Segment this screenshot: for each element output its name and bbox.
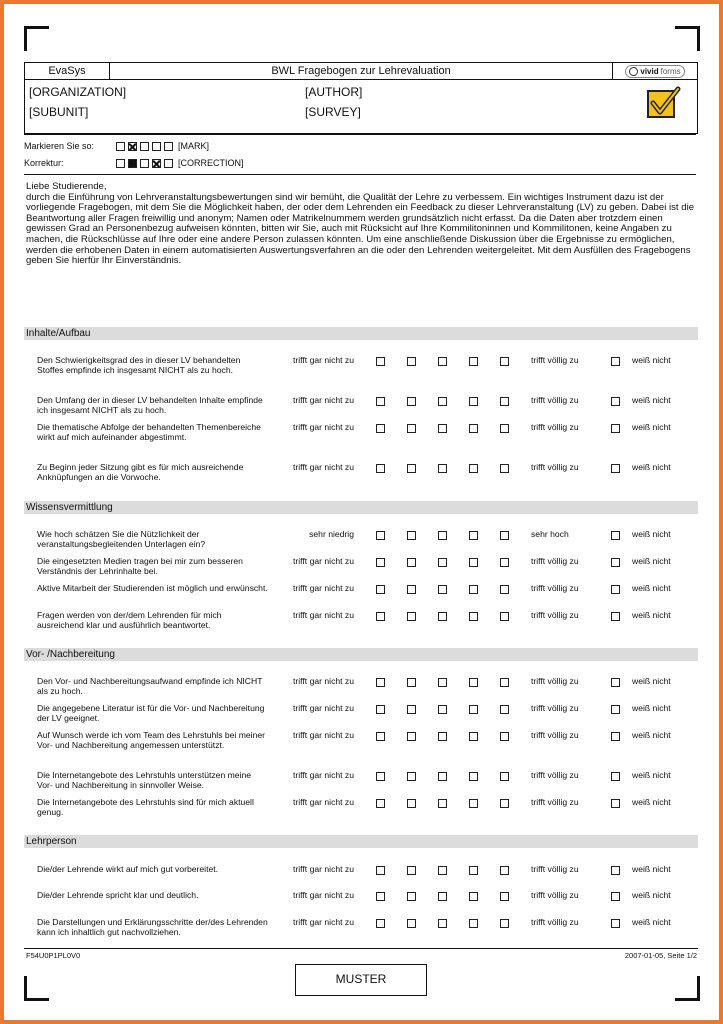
legend-box-empty	[152, 142, 161, 151]
rating-checkbox-1[interactable]	[376, 732, 385, 741]
dont-know-checkbox[interactable]	[611, 678, 620, 687]
legend-correction-tag: [CORRECTION]	[178, 158, 244, 168]
legend-mark-tag: [MARK]	[178, 141, 210, 151]
rating-checkbox-2[interactable]	[407, 772, 416, 781]
legend-box-empty	[164, 159, 173, 168]
rating-checkbox-4[interactable]	[469, 464, 478, 473]
rating-checkbox-3[interactable]	[438, 732, 447, 741]
rating-checkbox-5[interactable]	[500, 612, 509, 621]
legend-box-filled	[128, 159, 137, 168]
vividforms-logo-text-a: vivid	[640, 66, 659, 76]
rating-checkbox-2[interactable]	[407, 866, 416, 875]
question-text: Die/der Lehrende wirkt auf mich gut vorbereitet.	[37, 864, 219, 874]
scale-left-label: trifft gar nicht zu	[293, 355, 354, 365]
intro-greeting: Liebe Studierende,	[26, 181, 107, 192]
question-text: Die Internetangebote des Lehrstuhls unterstützen meine Vor- und Nachbereitung in sinnvoller Weise.	[37, 770, 252, 790]
scale-right-label: trifft völlig zu	[531, 797, 579, 807]
rating-checkbox-5[interactable]	[500, 678, 509, 687]
section-header: Vor- /Nachbereitung	[24, 648, 698, 661]
dont-know-label: weiß nicht	[632, 556, 671, 566]
scale-right-label: trifft völlig zu	[531, 730, 579, 740]
question-text: Den Vor- und Nachbereitungsaufwand empfinde ich NICHT als zu hoch.	[37, 676, 263, 696]
date-page: 2007-01-05, Seite 1/2	[624, 951, 697, 960]
rating-checkbox-5[interactable]	[500, 357, 509, 366]
rating-checkbox-4[interactable]	[469, 866, 478, 875]
rating-checkbox-5[interactable]	[500, 732, 509, 741]
legend-divider-bottom	[24, 174, 696, 175]
rating-checkbox-5[interactable]	[500, 772, 509, 781]
scale-left-label: trifft gar nicht zu	[293, 462, 354, 472]
checkbox-logo-icon	[645, 85, 681, 121]
survey-field: [SURVEY]	[305, 105, 361, 119]
question-text: Den Schwierigkeitsgrad des in dieser LV behandelten Stoffes empfinde ich insgesamt NICHT als zu hoch.	[37, 355, 241, 375]
scale-left-label: trifft gar nicht zu	[293, 770, 354, 780]
legend-mark-row	[24, 141, 209, 151]
legend-box-crossed	[152, 159, 161, 168]
scale-right-label: trifft völlig zu	[531, 556, 579, 566]
dont-know-label: weiß nicht	[632, 395, 671, 405]
rating-checkbox-3[interactable]	[438, 919, 447, 928]
dont-know-checkbox[interactable]	[611, 892, 620, 901]
legend-mark-label: Markieren Sie so:	[24, 141, 95, 151]
scale-left-label: trifft gar nicht zu	[293, 890, 354, 900]
scale-left-label: trifft gar nicht zu	[293, 556, 354, 566]
rating-checkbox-1[interactable]	[376, 705, 385, 714]
question-text: Die/der Lehrende spricht klar und deutlich.	[37, 890, 199, 900]
scale-left-label: trifft gar nicht zu	[293, 395, 354, 405]
rating-checkbox-2[interactable]	[407, 892, 416, 901]
dont-know-checkbox[interactable]	[611, 772, 620, 781]
rating-checkbox-2[interactable]	[407, 424, 416, 433]
form-code: F54U0P1PL0V0	[26, 951, 81, 960]
scale-left-label: trifft gar nicht zu	[293, 797, 354, 807]
rating-checkbox-4[interactable]	[469, 531, 478, 540]
dont-know-label: weiß nicht	[632, 610, 671, 620]
rating-checkbox-1[interactable]	[376, 558, 385, 567]
scale-right-label: trifft völlig zu	[531, 864, 579, 874]
form-title: BWL Fragebogen zur Lehrevaluation	[110, 63, 613, 79]
rating-checkbox-1[interactable]	[376, 585, 385, 594]
intro-body: durch die Einführung von Lehrveranstaltungsbewertungen sind wir bemüht, die Qualität der Lehre zu verbessem. Ein wichtiges Instrument dazu ist der vorliegende Fragebogen, mit dem Sie die Möglichkeit haben, der oder dem Lehrenden ein Feedback zu dieser Lehrveranstaltung (LV) zu geben. Dabei ist die Beantwortung aller Fragen freiwillig und anonym; Namen oder Matrikelnummem werden grundsätzlich nicht erfasst. Da die Daten aber trotzdem einen gewissen Grad an Personenbezug aufweisen könnten, bitten wir Sie, auch mit Rücksicht auf Ihre Kommilitoninnen und Kommilitonen, keine Angaben zu machen, die Rückschlüsse auf Ihre oder eine andere Person zulassen könnten. Um eine anschließende Diskussion über die Ergebnisse zu ermöglichen, werden die erhobenen Daten in einem automatisierten Auswertungsverfahren an die oder den Lehrenden weitergeleitet. Mit dem Ausfüllen des Fragebogens geben Sie hierfür Ihr Einverständnis.	[26, 191, 695, 267]
rating-checkbox-1[interactable]	[376, 772, 385, 781]
corner-mark-bottom-right	[675, 976, 700, 1001]
question-text: Die Darstellungen und Erklärungsschritte der/des Lehrenden kann ich inhaltlich gut nachvollziehen.	[37, 917, 268, 937]
rating-checkbox-3[interactable]	[438, 424, 447, 433]
rating-checkbox-3[interactable]	[438, 531, 447, 540]
dont-know-checkbox[interactable]	[611, 919, 620, 928]
rating-checkbox-4[interactable]	[469, 612, 478, 621]
rating-checkbox-5[interactable]	[500, 799, 509, 808]
scale-right-label: trifft völlig zu	[531, 676, 579, 686]
dont-know-checkbox[interactable]	[611, 612, 620, 621]
rating-checkbox-4[interactable]	[469, 397, 478, 406]
rating-checkbox-5[interactable]	[500, 705, 509, 714]
scale-left-label: trifft gar nicht zu	[293, 422, 354, 432]
question-text: Die angegebene Literatur ist für die Vor- und Nachbereitung der LV geeignet.	[37, 703, 265, 723]
dont-know-label: weiß nicht	[632, 462, 671, 472]
scale-left-label: trifft gar nicht zu	[293, 676, 354, 686]
section-header: Lehrperson	[24, 835, 698, 848]
rating-checkbox-3[interactable]	[438, 866, 447, 875]
scale-right-label: trifft völlig zu	[531, 770, 579, 780]
scale-left-label: trifft gar nicht zu	[293, 583, 354, 593]
rating-checkbox-5[interactable]	[500, 866, 509, 875]
rating-checkbox-4[interactable]	[469, 705, 478, 714]
vividforms-logo-icon	[629, 67, 638, 76]
rating-checkbox-1[interactable]	[376, 397, 385, 406]
rating-checkbox-2[interactable]	[407, 357, 416, 366]
rating-checkbox-4[interactable]	[469, 585, 478, 594]
scale-left-label: trifft gar nicht zu	[293, 730, 354, 740]
rating-checkbox-2[interactable]	[407, 464, 416, 473]
scale-left-label: trifft gar nicht zu	[293, 703, 354, 713]
rating-checkbox-3[interactable]	[438, 892, 447, 901]
rating-checkbox-3[interactable]	[438, 705, 447, 714]
legend-box-empty	[116, 159, 125, 168]
dont-know-checkbox[interactable]	[611, 732, 620, 741]
rating-checkbox-4[interactable]	[469, 919, 478, 928]
rating-checkbox-1[interactable]	[376, 531, 385, 540]
rating-checkbox-4[interactable]	[469, 799, 478, 808]
rating-checkbox-5[interactable]	[500, 892, 509, 901]
dont-know-checkbox[interactable]	[611, 531, 620, 540]
rating-checkbox-1[interactable]	[376, 866, 385, 875]
subunit-field: [SUBUNIT]	[29, 105, 89, 119]
rating-checkbox-3[interactable]	[438, 585, 447, 594]
rating-checkbox-1[interactable]	[376, 357, 385, 366]
dont-know-checkbox[interactable]	[611, 705, 620, 714]
question-text: Die Internetangebote des Lehrstuhls sind für mich aktuell genug.	[37, 797, 254, 817]
rating-checkbox-4[interactable]	[469, 732, 478, 741]
dont-know-checkbox[interactable]	[611, 585, 620, 594]
rating-checkbox-2[interactable]	[407, 612, 416, 621]
scale-left-label: trifft gar nicht zu	[293, 610, 354, 620]
scale-right-label: trifft völlig zu	[531, 917, 579, 927]
scale-left-label: trifft gar nicht zu	[293, 864, 354, 874]
author-field: [AUTHOR]	[305, 85, 363, 99]
scale-right-label: trifft völlig zu	[531, 355, 579, 365]
dont-know-label: weiß nicht	[632, 797, 671, 807]
dont-know-label: weiß nicht	[632, 730, 671, 740]
scale-right-label: trifft völlig zu	[531, 610, 579, 620]
question-text: Fragen werden von der/dem Lehrenden für mich ausreichend klar und ausführlich beantwortet.	[37, 610, 222, 630]
rating-checkbox-4[interactable]	[469, 772, 478, 781]
vividforms-logo-text-b: forms	[660, 66, 681, 76]
question-text: Aktive Mitarbeit der Studierenden ist möglich und erwünscht.	[37, 583, 268, 593]
rating-checkbox-2[interactable]	[407, 678, 416, 687]
rating-checkbox-1[interactable]	[376, 612, 385, 621]
header-title-row	[25, 63, 697, 80]
rating-checkbox-3[interactable]	[438, 558, 447, 567]
vividforms-logo	[613, 63, 697, 79]
rating-checkbox-2[interactable]	[407, 397, 416, 406]
rating-checkbox-3[interactable]	[438, 464, 447, 473]
rating-checkbox-4[interactable]	[469, 558, 478, 567]
legend-divider-top	[24, 134, 696, 135]
dont-know-label: weiß nicht	[632, 583, 671, 593]
legend-correction-label: Korrektur:	[24, 158, 64, 168]
rating-checkbox-2[interactable]	[407, 705, 416, 714]
rating-checkbox-1[interactable]	[376, 892, 385, 901]
question-text: Zu Beginn jeder Sitzung gibt es für mich ausreichende Anknüpfungen an die Vorwoche.	[37, 462, 244, 482]
dont-know-checkbox[interactable]	[611, 866, 620, 875]
section-header: Wissensvermittlung	[24, 501, 698, 514]
legend-correction-row	[24, 158, 244, 168]
rating-checkbox-3[interactable]	[438, 397, 447, 406]
scale-right-label: trifft völlig zu	[531, 890, 579, 900]
vividforms-logo-mark	[625, 65, 684, 78]
dont-know-checkbox[interactable]	[611, 424, 620, 433]
dont-know-label: weiß nicht	[632, 529, 671, 539]
corner-mark-bottom-left	[24, 976, 49, 1001]
dont-know-label: weiß nicht	[632, 355, 671, 365]
rating-checkbox-5[interactable]	[500, 585, 509, 594]
scale-right-label: trifft völlig zu	[531, 462, 579, 472]
corner-mark-top-right	[675, 26, 700, 51]
dont-know-label: weiß nicht	[632, 917, 671, 927]
scale-right-label: trifft völlig zu	[531, 422, 579, 432]
rating-checkbox-1[interactable]	[376, 464, 385, 473]
rating-checkbox-2[interactable]	[407, 585, 416, 594]
legend-box-empty	[164, 142, 173, 151]
rating-checkbox-4[interactable]	[469, 357, 478, 366]
legend-box-empty	[140, 142, 149, 151]
dont-know-label: weiß nicht	[632, 864, 671, 874]
scale-right-label: trifft völlig zu	[531, 583, 579, 593]
rating-checkbox-3[interactable]	[438, 799, 447, 808]
section-header: Inhalte/Aufbau	[24, 327, 698, 340]
rating-checkbox-1[interactable]	[376, 424, 385, 433]
rating-checkbox-2[interactable]	[407, 531, 416, 540]
question-text: Die eingesetzten Medien tragen bei mir zum besseren Verständnis der Lehrinhalte bei.	[37, 556, 243, 576]
rating-checkbox-4[interactable]	[469, 892, 478, 901]
rating-checkbox-5[interactable]	[500, 424, 509, 433]
legend-box-empty	[116, 142, 125, 151]
rating-checkbox-3[interactable]	[438, 612, 447, 621]
dont-know-checkbox[interactable]	[611, 397, 620, 406]
dont-know-checkbox[interactable]	[611, 357, 620, 366]
scale-right-label: sehr hoch	[531, 529, 569, 539]
rating-checkbox-1[interactable]	[376, 678, 385, 687]
rating-checkbox-3[interactable]	[438, 357, 447, 366]
rating-checkbox-1[interactable]	[376, 919, 385, 928]
rating-checkbox-4[interactable]	[469, 424, 478, 433]
dont-know-checkbox[interactable]	[611, 464, 620, 473]
rating-checkbox-2[interactable]	[407, 919, 416, 928]
dont-know-label: weiß nicht	[632, 676, 671, 686]
rating-checkbox-2[interactable]	[407, 558, 416, 567]
rating-checkbox-2[interactable]	[407, 799, 416, 808]
rating-checkbox-5[interactable]	[500, 531, 509, 540]
rating-checkbox-3[interactable]	[438, 772, 447, 781]
scale-left-label: sehr niedrig	[309, 529, 354, 539]
dont-know-label: weiß nicht	[632, 422, 671, 432]
question-text: Wie hoch schätzen Sie die Nützlichkeit der veranstaltungsbegleitenden Unterlagen ein?	[37, 529, 206, 549]
legend-box-crossed	[128, 142, 137, 151]
rating-checkbox-5[interactable]	[500, 464, 509, 473]
dont-know-label: weiß nicht	[632, 770, 671, 780]
muster-stamp: MUSTER	[295, 964, 427, 996]
footer-divider	[24, 948, 698, 949]
dont-know-label: weiß nicht	[632, 703, 671, 713]
dont-know-label: weiß nicht	[632, 890, 671, 900]
header-box	[24, 62, 698, 134]
rating-checkbox-4[interactable]	[469, 678, 478, 687]
rating-checkbox-5[interactable]	[500, 919, 509, 928]
intro-text	[26, 182, 698, 267]
rating-checkbox-3[interactable]	[438, 678, 447, 687]
scale-left-label: trifft gar nicht zu	[293, 917, 354, 927]
rating-checkbox-2[interactable]	[407, 732, 416, 741]
scale-right-label: trifft völlig zu	[531, 703, 579, 713]
rating-checkbox-5[interactable]	[500, 558, 509, 567]
dont-know-checkbox[interactable]	[611, 558, 620, 567]
dont-know-checkbox[interactable]	[611, 799, 620, 808]
question-text: Auf Wunsch werde ich vom Team des Lehrstuhls bei meiner Vor- und Nachbereitung angemessen unterstützt.	[37, 730, 266, 750]
question-text: Die thematische Abfolge der behandelten Themenbereiche wirkt auf mich aufeinander abgestimmt.	[37, 422, 261, 442]
corner-mark-top-left	[24, 26, 49, 51]
scale-right-label: trifft völlig zu	[531, 395, 579, 405]
rating-checkbox-1[interactable]	[376, 799, 385, 808]
legend-box-empty	[140, 159, 149, 168]
app-name: EvaSys	[25, 63, 110, 79]
rating-checkbox-5[interactable]	[500, 397, 509, 406]
question-text: Den Umfang der in dieser LV behandelten Inhalte empfinde ich insgesamt NICHT als zu hoch.	[37, 395, 263, 415]
organization-field: [ORGANIZATION]	[29, 85, 127, 99]
